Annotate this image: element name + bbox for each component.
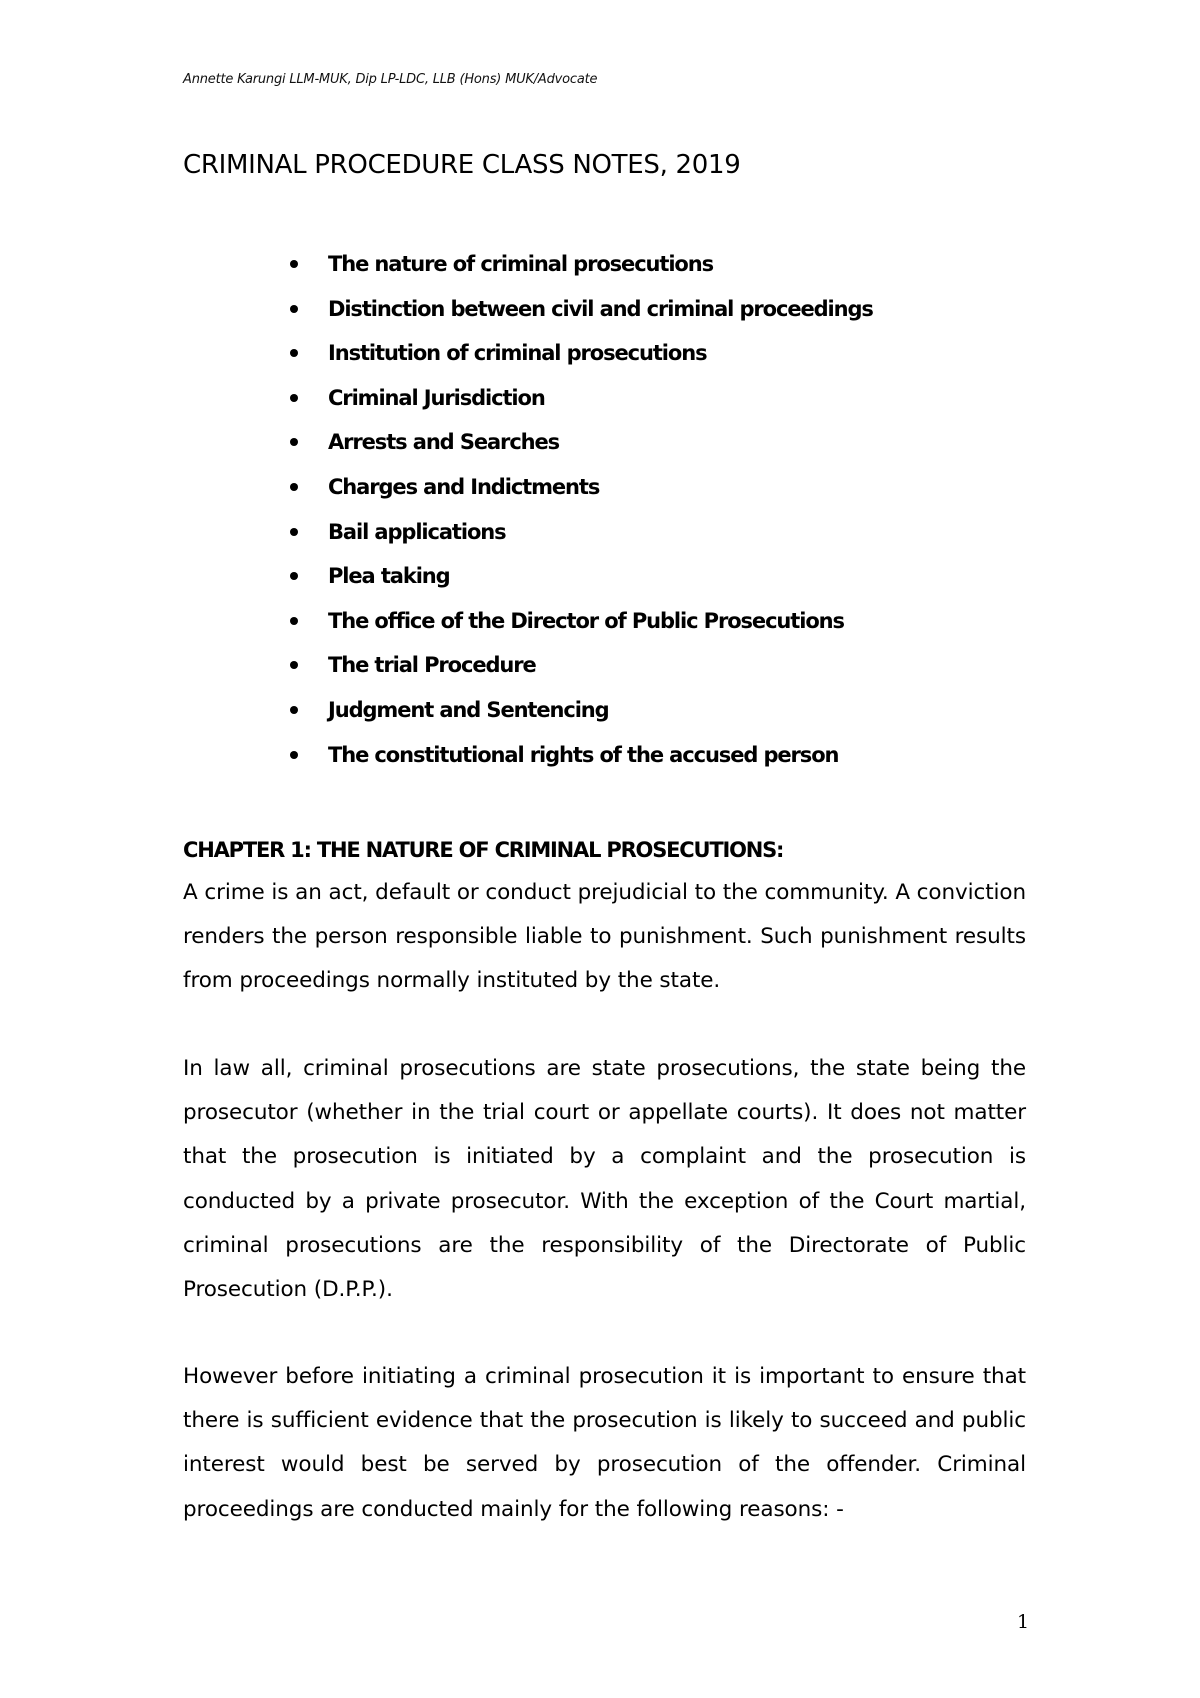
topic-label: Plea taking: [328, 564, 450, 589]
topic-label: Distinction between civil and criminal proceedings: [328, 296, 873, 321]
bullet-icon: [290, 349, 298, 357]
topic-item: [290, 430, 873, 475]
bullet-icon: [290, 438, 298, 446]
topic-label: The trial Procedure: [328, 653, 536, 678]
topic-label: The constitutional rights of the accused person: [328, 742, 839, 767]
topic-label: Judgment and Sentencing: [328, 697, 609, 722]
paragraph: In law all, criminal prosecutions are state prosecutions, the state being the prosecutor (whether in the trial court or appellate courts). It does not matter that the prosecution is initiated by a complaint and the prosecution is conducted by a private prosecutor. With the exception of the Court martial, criminal prosecutions are the responsibility of the Directorate of Public Prosecution (D.P.P.).: [183, 1056, 1026, 1303]
topic-label: The nature of criminal prosecutions: [328, 252, 714, 276]
topic-label: Bail applications: [328, 519, 506, 544]
bullet-icon: [290, 260, 298, 268]
topic-item: [290, 564, 873, 609]
topic-item: [290, 609, 873, 654]
bullet-icon: [290, 394, 298, 402]
topic-item: [290, 341, 873, 386]
topic-item: [290, 386, 873, 431]
page-number: 1: [1017, 1611, 1030, 1633]
topic-item: [290, 297, 873, 342]
topic-label: Charges and Indictments: [328, 474, 600, 499]
bullet-icon: [290, 483, 298, 491]
bullet-icon: [290, 706, 298, 714]
paragraph: A crime is an act, default or conduct prejudicial to the community. A conviction renders the person responsible liable to punishment. Such punishment results from proceedings normally instituted by the state.: [183, 880, 1026, 994]
bullet-icon: [290, 661, 298, 669]
topic-label: Arrests and Searches: [328, 430, 560, 455]
topic-item: [290, 653, 873, 698]
topic-label: Criminal Jurisdiction: [328, 385, 545, 410]
topics-list: [290, 252, 873, 787]
topic-item: [290, 698, 873, 743]
topic-item: [290, 252, 873, 297]
paragraph: However before initiating a criminal prosecution it is important to ensure that there is sufficient evidence that the prosecution is likely to succeed and public interest would best be served by prosecution of the offender. Criminal proceedings are conducted mainly for the following reasons: -: [183, 1364, 1026, 1522]
bullet-icon: [290, 305, 298, 313]
topic-label: The office of the Director of Public Prosecutions: [328, 608, 844, 633]
bullet-icon: [290, 751, 298, 759]
bullet-icon: [290, 617, 298, 625]
topic-item: [290, 520, 873, 565]
chapter-heading: CHAPTER 1: THE NATURE OF CRIMINAL PROSECUTIONS:: [183, 838, 784, 862]
topic-item: [290, 475, 873, 520]
document-title: CRIMINAL PROCEDURE CLASS NOTES, 2019: [183, 150, 741, 180]
bullet-icon: [290, 528, 298, 536]
topic-label: Institution of criminal prosecutions: [328, 341, 707, 366]
topic-item: [290, 743, 873, 788]
author-header: Annette Karungi LLM-MUK, Dip LP-LDC, LLB (Hons) MUK/Advocate: [183, 72, 598, 87]
bullet-icon: [290, 572, 298, 580]
